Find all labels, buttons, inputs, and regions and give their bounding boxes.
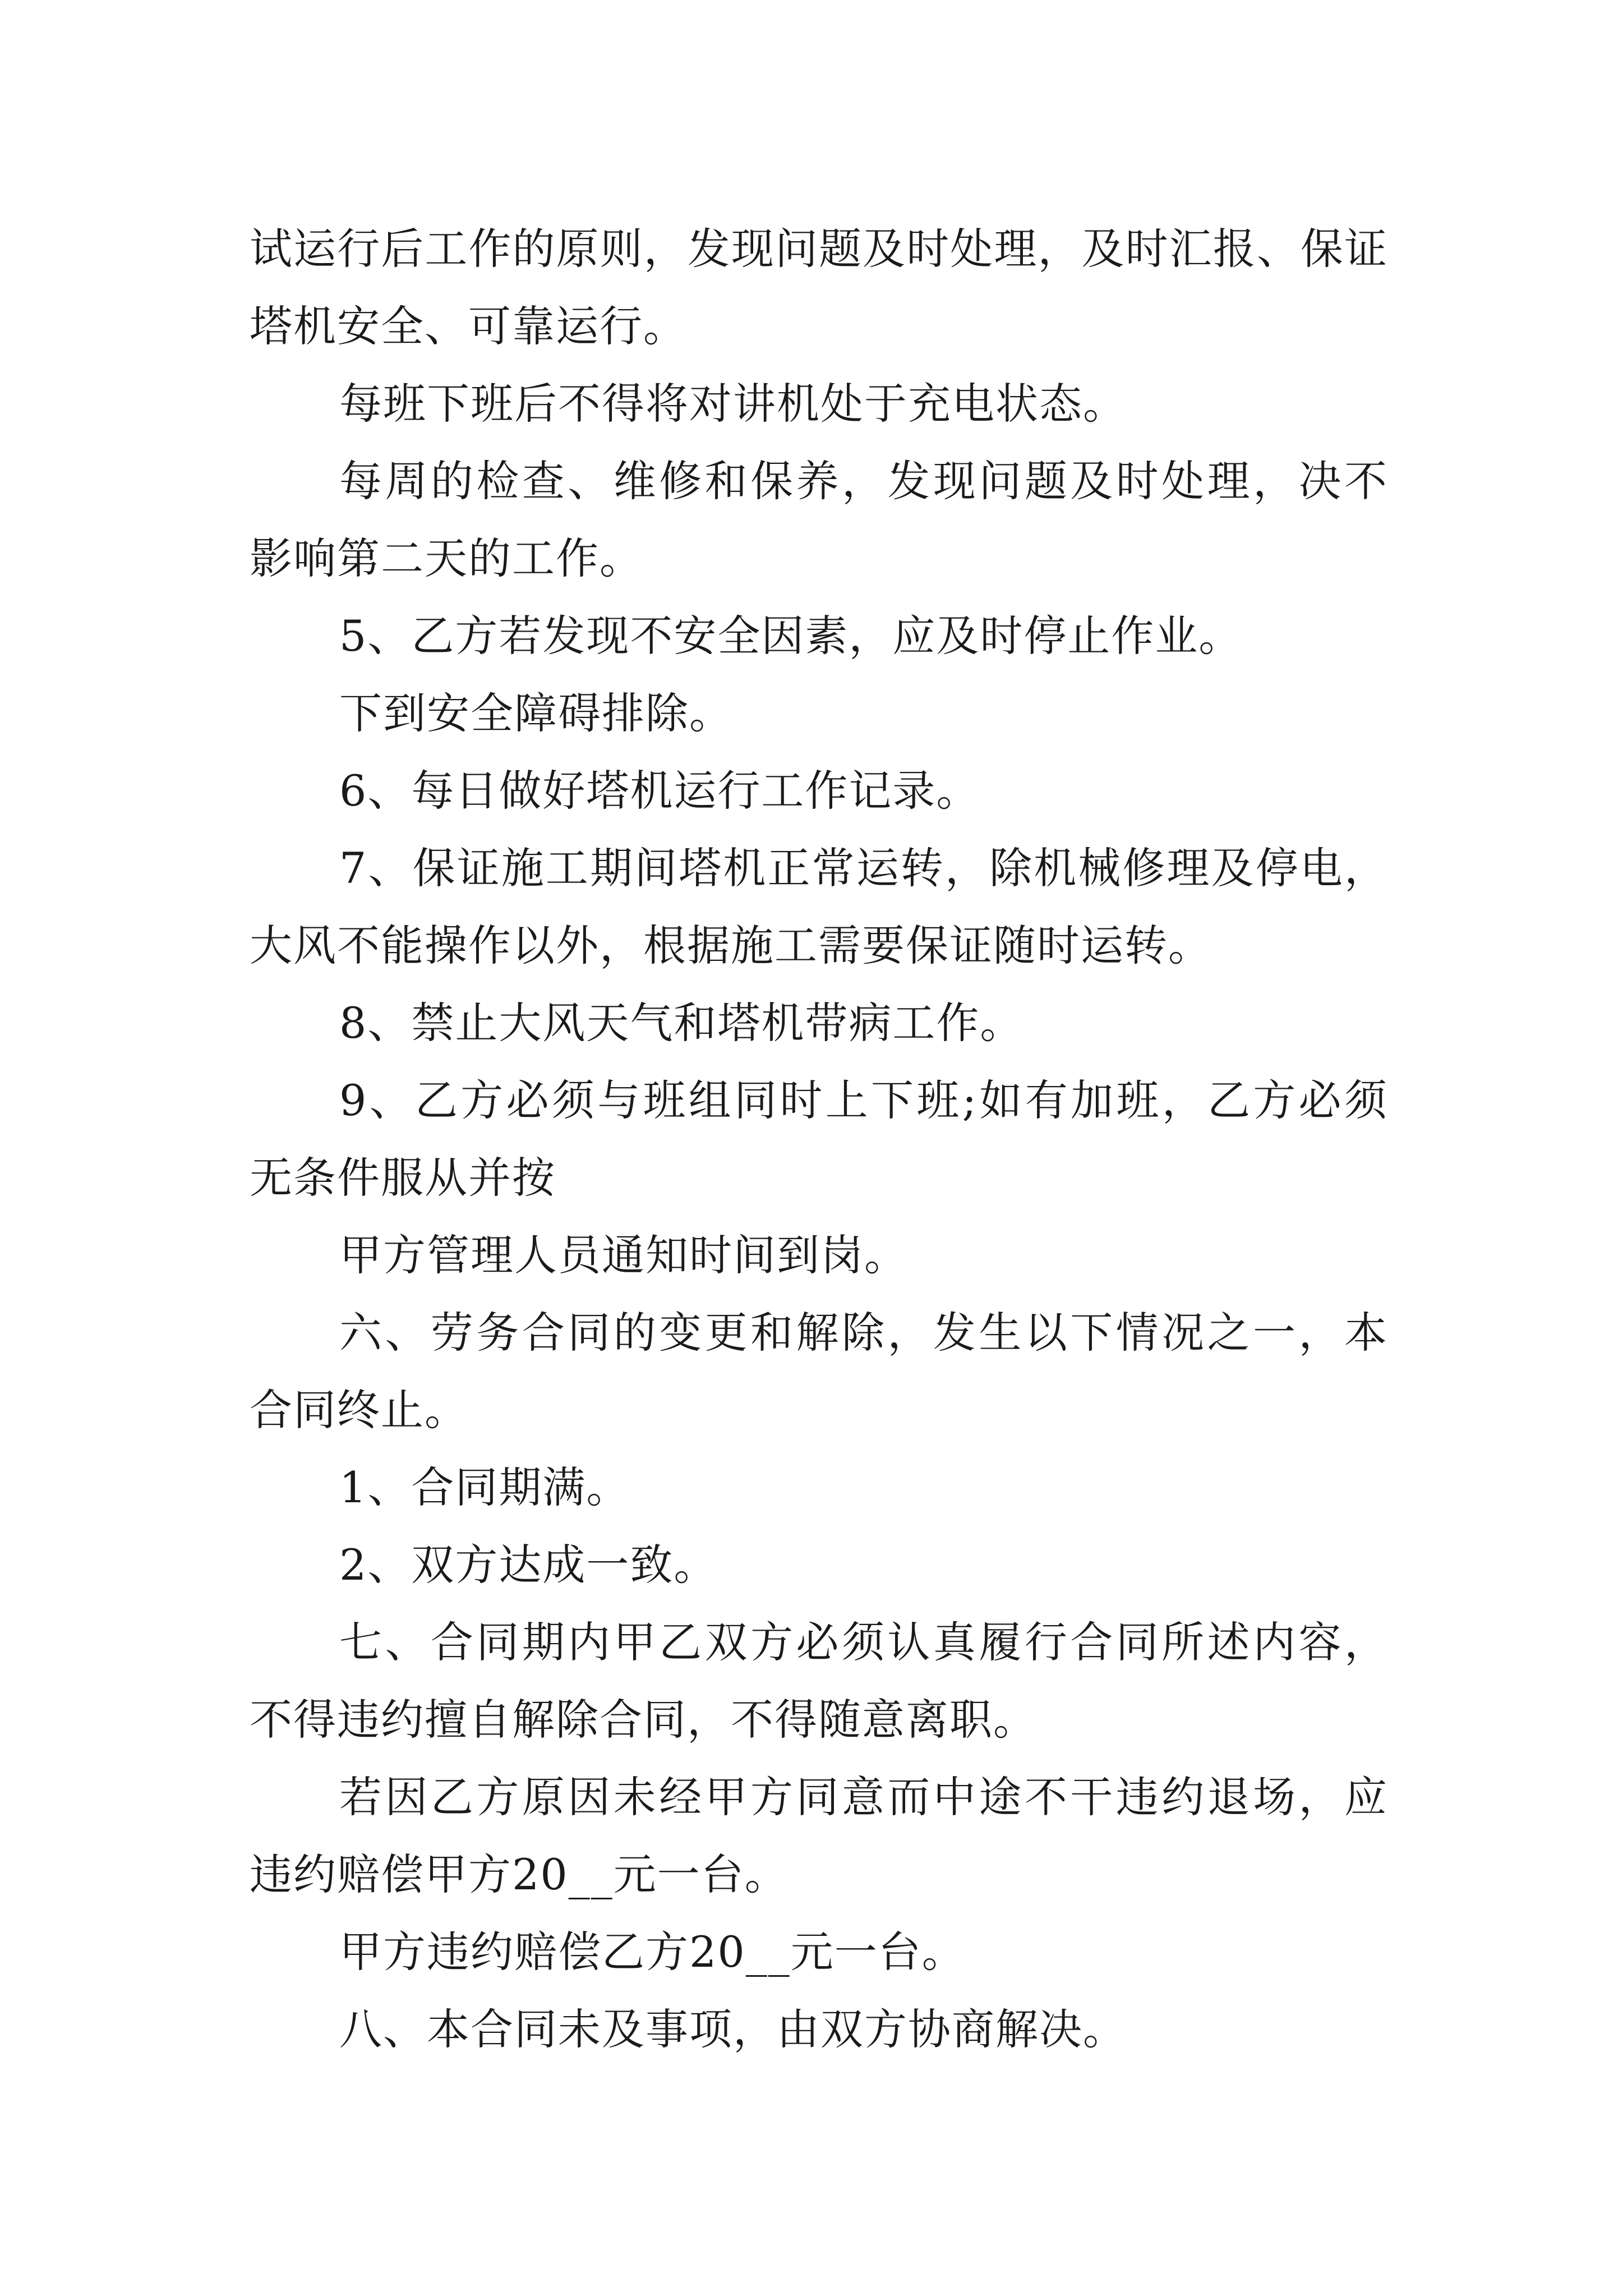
paragraph-5: 下到安全障碍排除。 [339, 688, 733, 738]
paragraph-1: 试运行后工作的原则，发现问题及时处理，及时汇报、保证塔机安全、可靠运行。 [250, 224, 1388, 351]
paragraph-2: 每班下班后不得将对讲机处于充电状态。 [339, 379, 1127, 429]
paragraph-13: 2、双方达成一致。 [339, 1540, 718, 1590]
paragraph-15: 若因乙方原因未经甲方同意而中途不干违约退场，应违约赔偿甲方20__元一台。 [250, 1772, 1388, 1899]
paragraph-9: 9、乙方必须与班组同时上下班;如有加班，乙方必须无条件服从并按 [250, 1075, 1388, 1203]
document-body [250, 210, 1388, 2068]
paragraph-17: 八、本合同未及事项，由双方协商解决。 [339, 2004, 1127, 2054]
paragraph-14: 七、合同期内甲乙双方必须认真履行合同所述内容，不得违约擅自解除合同，不得随意离职。 [250, 1617, 1388, 1745]
paragraph-10: 甲方管理人员通知时间到岗。 [339, 1230, 908, 1280]
paragraph-8: 8、禁止大风天气和塔机带病工作。 [339, 998, 1024, 1048]
paragraph-16: 甲方违约赔偿乙方20__元一台。 [339, 1927, 966, 1977]
paragraph-3: 每周的检查、维修和保养，发现问题及时处理，决不影响第二天的工作。 [250, 456, 1388, 583]
paragraph-12: 1、合同期满。 [339, 1462, 630, 1512]
paragraph-7: 7、保证施工期间塔机正常运转，除机械修理及停电，大风不能操作以外，根据施工需要保证随时运转。 [250, 843, 1388, 970]
paragraph-4: 5、乙方若发现不安全因素，应及时停止作业。 [339, 611, 1243, 661]
paragraph-11: 六、劳务合同的变更和解除，发生以下情况之一，本合同终止。 [250, 1308, 1388, 1435]
paragraph-6: 6、每日做好塔机运行工作记录。 [339, 766, 980, 816]
